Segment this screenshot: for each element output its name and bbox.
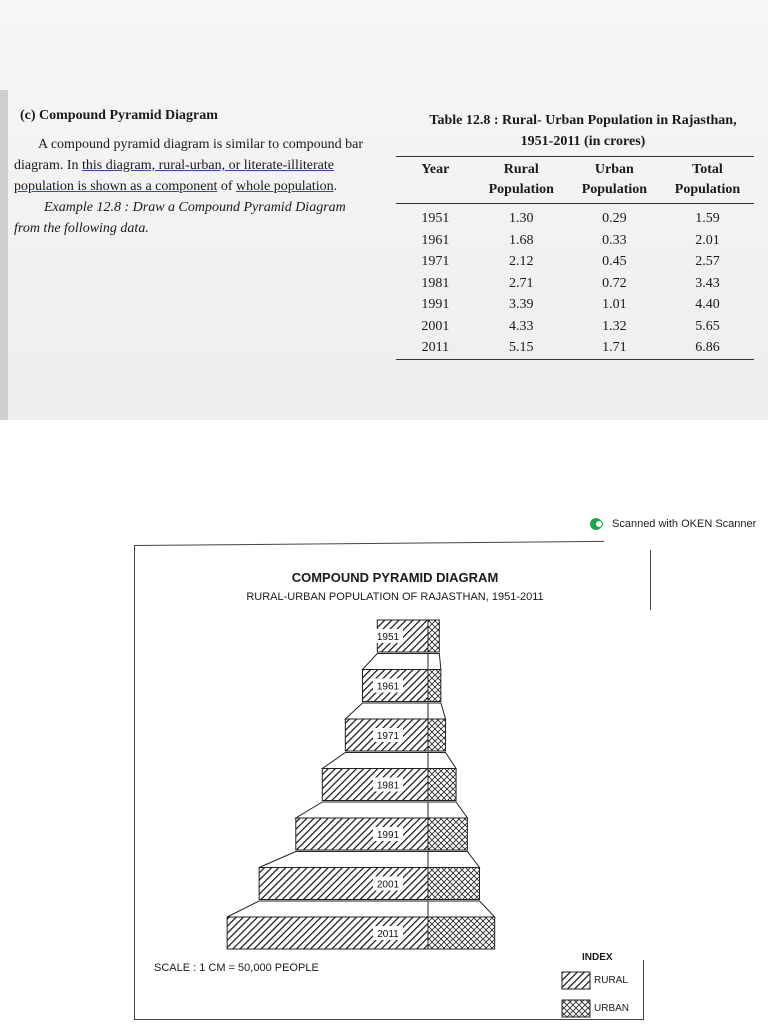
table-cell: 1.32 [602,318,627,334]
bar-urban-1971 [428,719,446,751]
intro-underlined-1: this diagram, rural-urban, or literate-illiterate population is shown as a component [14,158,334,194]
table-cell: 1.30 [509,211,534,226]
chart-subtitle: RURAL-URBAN POPULATION OF RAJASTHAN, 1951-2011 [246,591,544,603]
table-cell: 4.33 [509,318,534,334]
table-cell: 1.68 [509,232,534,248]
step-top-1961 [362,654,440,670]
table-cell: 3.39 [509,297,534,312]
header-year: Year [421,162,450,177]
legend-rural-swatch [562,972,590,989]
intro-text-a: A compound pyramid diagram is similar to compound bar diagram. In [14,137,364,173]
intro-text-b: of [217,179,237,194]
table-cell: 5.65 [695,318,720,334]
legend-title: INDEX [582,952,613,963]
year-label-2011: 2011 [377,929,399,940]
table-title-line-2: 1951-2011 (in crores) [520,134,646,149]
bar-urban-1991 [428,818,467,850]
table-cell: 2.57 [695,254,720,269]
table-cell: 5.15 [509,340,534,355]
bar-urban-2011 [428,917,495,949]
table-cell: 0.33 [602,232,627,248]
step-top-1971 [345,703,445,719]
table-cell: 2.71 [509,275,534,291]
table-cell: 2011 [421,340,450,355]
legend-urban-swatch [562,1000,590,1017]
table-title-line-1: Table 12.8 : Rural- Urban Population in Rajasthan, [429,113,737,128]
pyramid-bars [227,620,495,949]
header-total: Total Population [674,162,741,197]
scale-note: SCALE : 1 CM = 50,000 PEOPLE [154,962,319,974]
table-cell: 2001 [421,318,450,334]
step-top-1981 [322,753,456,769]
table-cell: 1991 [421,297,450,312]
header-urban: Urban Population [581,162,648,197]
bar-rural-1991 [296,818,428,850]
table-cell: 1961 [421,232,450,248]
year-label-1991: 1991 [376,830,400,841]
table-cell: 3.43 [695,275,720,291]
step-top-2011 [227,901,495,917]
intro-underlined-2: whole population [236,179,334,194]
table-cell: 0.45 [602,254,627,269]
bar-urban-1981 [428,769,456,801]
table-cell: 2.12 [509,254,534,269]
legend-urban-label: URBAN [594,1003,630,1014]
section-heading: (c) Compound Pyramid Diagram [20,108,218,123]
table-cell: 0.29 [602,211,627,226]
legend-rural-label: RURAL [594,975,628,986]
header-rural: Rural Population [488,162,554,197]
bar-urban-1951 [428,620,439,652]
table-cell: 6.86 [695,340,720,355]
intro-text-c: . [333,179,338,194]
bar-urban-2001 [428,868,479,900]
table-cell: 1.59 [695,211,720,226]
table-cell: 1981 [421,275,450,291]
table-cell: 2.01 [695,232,720,248]
legend-swatches [562,972,590,1017]
year-label-1981: 1981 [376,780,400,792]
year-label-1971: 1971 [376,731,400,742]
year-label-1951: 1951 [376,632,400,643]
table-cell: 4.40 [695,297,720,312]
bar-urban-1961 [428,670,441,702]
table-cell: 1971 [421,254,450,269]
example-text: Example 12.8 : Draw a Compound Pyramid Diagram from the following data. [14,200,346,236]
scanner-watermark-text: Scanned with OKEN Scanner [612,518,757,530]
step-top-1991 [296,802,468,818]
table-cell: 1951 [421,211,450,226]
table-cell: 1.71 [602,340,627,355]
year-label-1961: 1961 [376,681,400,693]
step-top-2001 [259,852,479,868]
chart-title: COMPOUND PYRAMID DIAGRAM [291,570,499,585]
table-cell: 0.72 [602,275,627,291]
table-cell: 1.01 [602,297,627,312]
year-label-2001: 2001 [376,879,400,891]
